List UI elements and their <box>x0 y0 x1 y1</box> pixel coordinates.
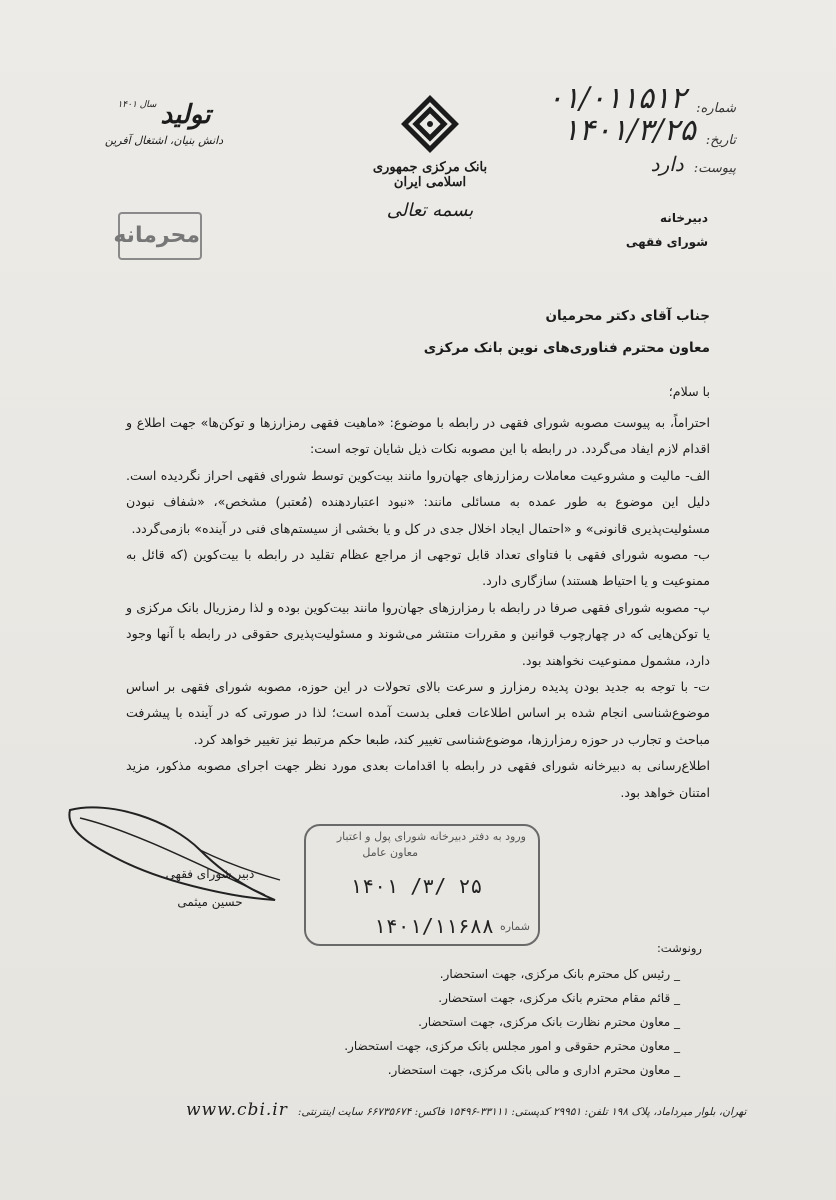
cc-item: _ قائم مقام محترم بانک مرکزی، جهت استحضار. <box>438 991 680 1005</box>
body-paragraph: ب- مصوبه شورای فقهی با فتاوای تعداد قابل توجهی از مراجع عظام تقلید در رابطه با بیت‌کوین (که قائل به ممنوعیت و یا احتیاط هستند) سازگاری دارد. <box>126 547 710 589</box>
signer-title: دبیر شورای فقهی <box>165 867 255 881</box>
letter-date: ۱۴۰۱/۳/۲۵ <box>562 113 696 148</box>
year-slogan <box>104 100 224 147</box>
cc-item: _ معاون محترم اداری و مالی بانک مرکزی، جهت استحضار. <box>387 1063 680 1077</box>
confidential-stamp: محرمانه <box>118 212 202 260</box>
sender-block <box>626 206 708 254</box>
received-stamp-date: ۱۴۰۱ /۳/ ۲۵ <box>350 874 483 898</box>
greeting: با سلام؛ <box>668 384 710 399</box>
slogan-subtitle: دانش بنیان، اشتغال آفرین <box>104 134 224 147</box>
signature-block <box>150 860 270 916</box>
attachment-value: دارد <box>650 152 684 176</box>
cc-title: رونوشت: <box>656 941 702 955</box>
cc-item: _ معاون محترم نظارت بانک مرکزی، جهت استحضار. <box>418 1015 680 1029</box>
recipient-title: معاون محترم فناوری‌های نوین بانک مرکزی <box>423 340 710 356</box>
bank-logo <box>360 92 500 221</box>
cc-item: _ معاون محترم حقوقی و امور مجلس بانک مرکزی، جهت استحضار. <box>344 1039 680 1053</box>
received-stamp <box>304 824 540 946</box>
sender-line1: دبیرخانه <box>660 211 708 225</box>
letter-body <box>126 410 710 806</box>
slogan-title: تولید <box>160 100 211 130</box>
letter-meta <box>536 81 736 176</box>
body-paragraph: ت- با توجه به جدید بودن پدیده رمزارز و سرعت بالای تحولات در این حوزه، مصوبه شورای فقهی بر اساس موضوع‌شناسی انجام شده بر اساس اطلاعات فعلی بدست آمده است؛ لذا در صورتی که در آینده با پیشرفت مباحث و تجارب در حوزه رمزارزها، موضوع‌شناسی تغییر کند، طبعا حکم مرتبط نیز تغییر خواهد کرد. <box>126 679 710 747</box>
body-paragraph: پ- مصوبه شورای فقهی صرفا در رابطه با رمزارزهای جهان‌روا مانند بیت‌کوین بوده و لذا رمزریال بانک مرکزی و یا توکن‌هایی که در چهارچوب قوانین و مقررات منتشر می‌شوند و مسئولیت‌پذیری حقوقی در رابطه با آنها وجود دارد، مشمول ممنوعیت نخواهند بود. <box>126 599 710 668</box>
cc-block <box>342 936 702 1082</box>
received-stamp-number-label: شماره <box>499 919 530 933</box>
footer-address: تهران، بلوار میرداماد، پلاک ۱۹۸ تلفن: ۲۹۹۵۱ کدپستی: ۳۳۱۱۱-۱۵۴۹۶ فاکس: ۶۶۷۳۵۶۷۴ سایت اینترنتی: <box>297 1106 747 1118</box>
cc-item: _ رئیس کل محترم بانک مرکزی، جهت استحضار. <box>439 967 680 981</box>
sender-line2: شورای فقهی <box>625 235 708 249</box>
received-stamp-number: ۱۴۰۱/۱۱۶۸۸ <box>373 914 494 938</box>
attachment-label: پیوست: <box>693 161 736 176</box>
letter-number: ۰۱/۰۱۱۵۱۲ <box>547 81 687 116</box>
received-stamp-office: ورود به دفتر دبیرخانه شورای پول و اعتبار <box>336 830 526 843</box>
body-paragraph: اطلاع‌رسانی به دبیرخانه شورای فقهی در رابطه با اقدامات بعدی مورد نظر جهت اجرای مصوبه مذکور، مزید امتنان خواهد بود. <box>126 758 710 800</box>
signer-name: حسین میثمی <box>177 895 243 909</box>
bank-name: بانک مرکزی جمهوری اسلامی ایران <box>372 160 488 190</box>
slogan-year: سال ۱۴۰۱ <box>117 100 157 110</box>
recipient-name: جناب آقای دکتر محرمیان <box>545 308 710 324</box>
footer <box>186 1100 747 1120</box>
recipient-block <box>424 300 710 364</box>
bank-emblem-icon <box>398 92 462 156</box>
number-label: شماره: <box>696 101 736 116</box>
received-stamp-sub: معاون عامل <box>362 846 418 859</box>
bismillah: بسمه تعالی <box>386 200 474 221</box>
date-label: تاریخ: <box>705 133 736 148</box>
footer-url[interactable]: www.cbi.ir <box>186 1100 288 1120</box>
body-paragraph: احتراماً، به پیوست مصوبه شورای فقهی در رابطه با موضوع: «ماهیت فقهی رمزارزها و توکن‌ها» جهت اطلاع و اقدام لازم ایفاد می‌گردد. در رابطه با این مصوبه نکات ذیل شایان توجه است: <box>126 415 710 457</box>
body-paragraph: الف- مالیت و مشروعیت معاملات رمزارزهای جهان‌روا مانند بیت‌کوین توسط شورای فقهی احراز نگردیده است. دلیل این موضوع به طور عمده به مسائلی مانند: «نبود اعتباردهنده (مُعتبر) مشخص»، «شفاف نبودن مسئولیت‌پذیری قانونی» و «احتمال ایجاد اخلال جدی در کل و یا بخشی از سیستم‌های فنی در آینده» بازمی‌گردد. <box>126 467 710 536</box>
